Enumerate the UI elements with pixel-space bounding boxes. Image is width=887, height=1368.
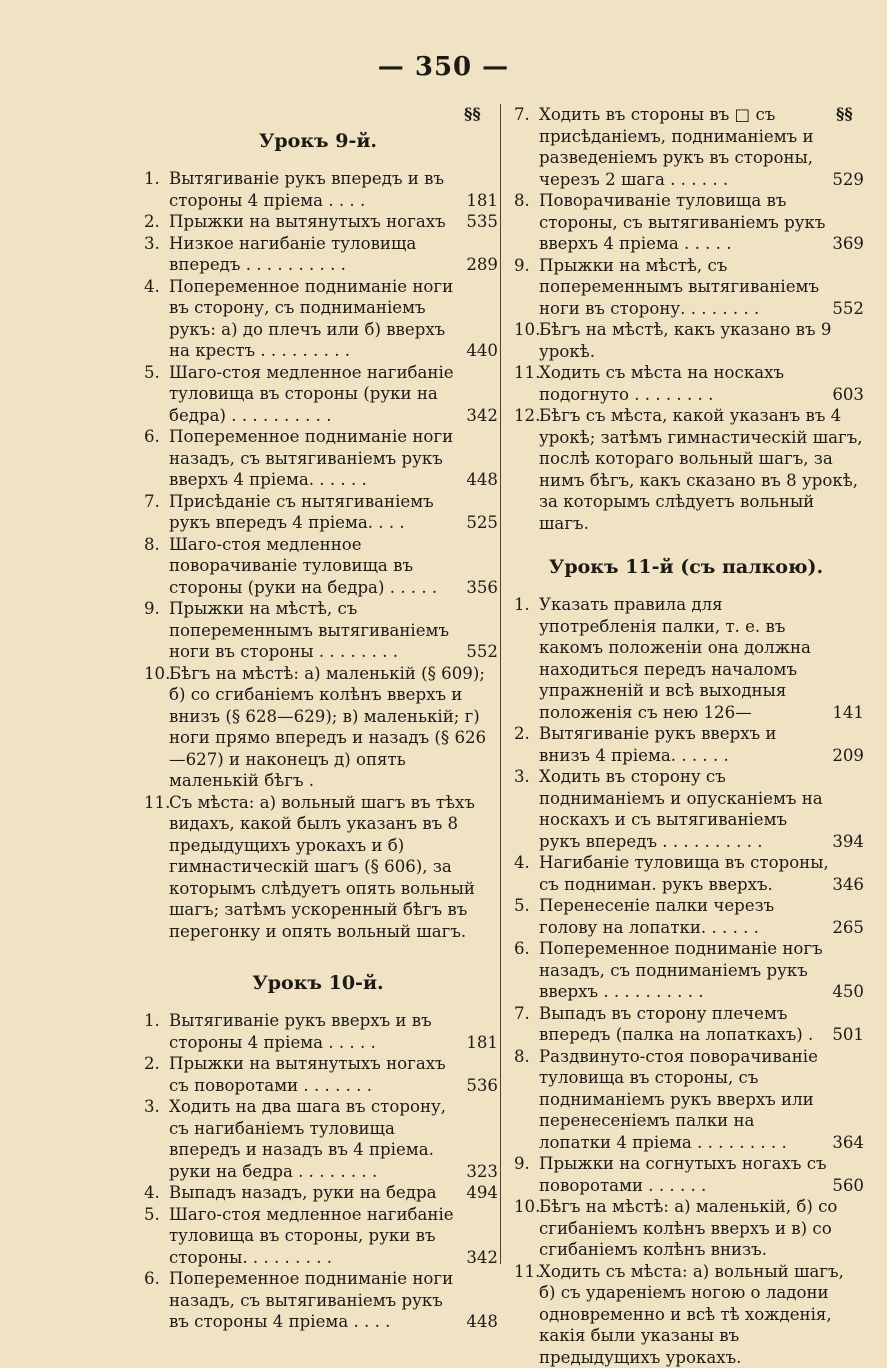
list-item: [138, 168, 498, 211]
item-number: 11.: [144, 792, 170, 814]
item-number: 9.: [514, 1153, 530, 1175]
item-text: Ходить съ мѣста: а) вольный шагъ, б) съ удареніемъ ногою о ладони одновременно и всѣ тѣ хожденія, какія были указаны въ предыдущихъ урокахъ.: [539, 1262, 844, 1367]
right-column: [508, 104, 864, 1368]
item-text: Вытягиваніе рукъ вверхъ и въ стороны 4 пріема . . . . .: [169, 1011, 432, 1052]
item-number: 3.: [514, 766, 530, 788]
section-reference: 501: [830, 1024, 864, 1046]
section-reference: 141: [830, 702, 864, 724]
list-item: [138, 1182, 498, 1204]
list-item: [138, 276, 498, 362]
lesson-9-title: Урокъ 9-й.: [138, 128, 498, 154]
item-text: Попеременное подниманіе ноги въ сторону, съ подниманіемъ рукъ: а) до плечъ или б) вверхъ на крестъ . . . . . . . . .: [169, 277, 453, 361]
item-text: Ходить въ сторону съ подниманіемъ и опусканіемъ на носкахъ и съ вытягиваніемъ рукъ впередъ . . . . . . . . . .: [539, 767, 823, 851]
list-item: [508, 319, 864, 362]
section-reference: 369: [830, 233, 864, 255]
lesson-11-title: Урокъ 11-й (съ палкою).: [508, 554, 864, 580]
section-reference: 525: [464, 512, 498, 534]
list-item: [138, 491, 498, 534]
list-item: [508, 362, 864, 405]
lesson-9-list: [138, 168, 498, 942]
section-reference: 552: [464, 641, 498, 663]
list-item: [138, 211, 498, 233]
section-mark-left: §§: [464, 104, 481, 124]
list-item: [138, 362, 498, 427]
item-number: 3.: [144, 1096, 160, 1118]
section-reference: 289: [464, 254, 498, 276]
item-text: Ходить на два шага въ сторону, съ нагибаніемъ туловища впередъ и назадъ въ 4 пріема. руки на бедра . . . . . . . .: [169, 1097, 446, 1181]
item-number: 8.: [514, 190, 530, 212]
item-text: Прыжки на согнутыхъ ногахъ съ поворотами . . . . . .: [539, 1154, 827, 1195]
list-item: [138, 1204, 498, 1269]
item-text: Выпадъ назадъ, руки на бедра: [169, 1183, 437, 1202]
list-item: [508, 594, 864, 723]
item-text: Бѣгъ на мѣстѣ: а) маленькій (§ 609); б) со сгибаніемъ колѣнъ вверхъ и внизъ (§ 628—629); в) маленькій; г) ноги прямо впередъ и назадъ (§ 626—627) и наконецъ д) опять маленькій бѣгъ .: [169, 664, 486, 791]
list-item: [508, 1261, 864, 1368]
list-item: [138, 598, 498, 663]
item-text: Прыжки на вытянутыхъ ногахъ: [169, 212, 446, 231]
item-number: 7.: [144, 491, 160, 513]
item-text: Ходить въ стороны въ □ съ присѣданіемъ, подниманіемъ и разведеніемъ рукъ въ стороны, черезъ 2 шага . . . . . .: [539, 105, 814, 189]
item-text: Вытягиваніе рукъ впередъ и въ стороны 4 пріема . . . .: [169, 169, 444, 210]
item-text: Прыжки на мѣстѣ, съ попеременнымъ вытягиваніемъ ноги въ стороны . . . . . . . .: [169, 599, 449, 661]
item-number: 6.: [514, 938, 530, 960]
item-number: 3.: [144, 233, 160, 255]
list-item: [508, 1003, 864, 1046]
item-text: Шаго-стоя медленное нагибаніе туловища въ стороны (руки на бедра) . . . . . . . . . .: [169, 363, 454, 425]
list-item: [138, 663, 498, 792]
item-number: 9.: [514, 255, 530, 277]
item-text: Указать правила для употребленія палки, т. е. въ какомъ положеніи она должна находиться передъ началомъ упражненій и всѣ выходныя положенія съ нею 126—: [539, 595, 811, 722]
item-text: Нагибаніе туловища въ стороны, съ подниман. рукъ вверхъ.: [539, 853, 829, 894]
list-item: [138, 1096, 498, 1182]
section-reference: 181: [464, 190, 498, 212]
item-text: Бѣгъ съ мѣста, какой указанъ въ 4 урокѣ; затѣмъ гимнастическій шагъ, послѣ котораго вольный шагъ, за нимъ бѣгъ, какъ сказано въ 8 урокѣ, за которымъ слѣдуетъ вольный шагъ.: [539, 406, 863, 533]
list-item: [508, 938, 864, 1003]
list-item: [138, 534, 498, 599]
item-number: 2.: [514, 723, 530, 745]
section-reference: 342: [464, 405, 498, 427]
section-reference: 603: [830, 384, 864, 406]
item-number: 5.: [514, 895, 530, 917]
item-number: 1.: [514, 594, 530, 616]
item-text: Прыжки на мѣстѣ, съ попеременнымъ вытягиваніемъ ноги въ сторону. . . . . . . .: [539, 256, 819, 318]
list-item: [138, 426, 498, 491]
section-reference: 536: [464, 1075, 498, 1097]
section-reference: 323: [464, 1161, 498, 1183]
item-number: 10.: [514, 319, 540, 341]
left-column: [138, 104, 498, 1333]
item-text: Перенесеніе палки черезъ голову на лопатки. . . . . .: [539, 896, 774, 937]
item-number: 12.: [514, 405, 540, 427]
list-item: [138, 233, 498, 276]
item-text: Низкое нагибаніе туловища впередъ . . . . . . . . . .: [169, 234, 416, 275]
item-number: 2.: [144, 1053, 160, 1075]
lesson-10-title: Урокъ 10-й.: [138, 970, 498, 996]
section-reference: 181: [464, 1032, 498, 1054]
item-number: 8.: [144, 534, 160, 556]
item-number: 5.: [144, 1204, 160, 1226]
section-reference: 450: [830, 981, 864, 1003]
item-text: Попеременное подниманіе ноги назадъ, съ вытягиваніемъ рукъ вверхъ 4 пріема. . . . . .: [169, 427, 453, 489]
section-reference: 440: [464, 340, 498, 362]
item-number: 11.: [514, 362, 540, 384]
item-text: Раздвинуто-стоя поворачиваніе туловища въ стороны, съ подниманіемъ рукъ вверхъ или перенесеніемъ палки на лопатки 4 пріема . . . . . . . . .: [539, 1047, 818, 1152]
item-number: 9.: [144, 598, 160, 620]
section-reference: 346: [830, 874, 864, 896]
list-item: [508, 723, 864, 766]
item-text: Вытягиваніе рукъ вверхъ и внизъ 4 пріема. . . . . .: [539, 724, 776, 765]
item-number: 7.: [514, 104, 530, 126]
item-text: Бѣгъ на мѣстѣ: а) маленькій, б) со сгибаніемъ колѣнъ вверхъ и в) со сгибаніемъ колѣнъ внизъ.: [539, 1197, 837, 1259]
item-text: Ходить съ мѣста на носкахъ подогнуто . . . . . . . .: [539, 363, 784, 404]
item-number: 7.: [514, 1003, 530, 1025]
item-number: 10.: [514, 1196, 540, 1218]
item-number: 2.: [144, 211, 160, 233]
section-reference: 265: [830, 917, 864, 939]
item-text: Присѣданіе съ нытягиваніемъ рукъ впередъ 4 пріема. . . .: [169, 492, 434, 533]
section-reference: 448: [464, 1311, 498, 1333]
item-text: Попеременное подниманіе ноги назадъ, съ вытягиваніемъ рукъ въ стороны 4 пріема . . . .: [169, 1269, 453, 1331]
list-item: [508, 1153, 864, 1196]
item-number: 4.: [144, 276, 160, 298]
section-reference: 364: [830, 1132, 864, 1154]
lesson-10-list: [138, 1010, 498, 1333]
item-text: Бѣгъ на мѣстѣ, какъ указано въ 9 урокѣ.: [539, 320, 831, 361]
column-divider: [500, 104, 501, 1264]
section-reference: 448: [464, 469, 498, 491]
section-reference: 529: [830, 169, 864, 191]
list-item: [508, 190, 864, 255]
list-item: [138, 1010, 498, 1053]
item-number: 4.: [514, 852, 530, 874]
item-text: Шаго-стоя медленное нагибаніе туловища въ стороны, руки въ стороны. . . . . . . . .: [169, 1205, 454, 1267]
item-number: 6.: [144, 1268, 160, 1290]
list-item: [508, 1196, 864, 1261]
item-number: 10.: [144, 663, 170, 685]
item-number: 6.: [144, 426, 160, 448]
section-reference: 356: [464, 577, 498, 599]
item-text: Шаго-стоя медленное поворачиваніе туловища въ стороны (руки на бедра) . . . . .: [169, 535, 437, 597]
list-item: [138, 1053, 498, 1096]
item-number: 4.: [144, 1182, 160, 1204]
item-number: 11.: [514, 1261, 540, 1283]
list-item: [508, 405, 864, 534]
list-item: [508, 766, 864, 852]
item-number: 1.: [144, 168, 160, 190]
section-reference: 394: [830, 831, 864, 853]
list-item: [508, 1046, 864, 1154]
list-item: [508, 895, 864, 938]
item-text: Поворачиваніе туловища въ стороны, съ вытягиваніемъ рукъ вверхъ 4 пріема . . . . .: [539, 191, 825, 253]
section-reference: 535: [464, 211, 498, 233]
item-text: Съ мѣста: а) вольный шагъ въ тѣхъ видахъ, какой былъ указанъ въ 8 предыдущихъ урокахъ и б) гимнастическій шагъ (§ 606), за которымъ слѣдуетъ опять вольный шагъ; затѣмъ ускоренный бѣгъ въ перегонку и опять вольный шагъ.: [169, 793, 475, 941]
section-reference: 560: [830, 1175, 864, 1197]
item-number: 5.: [144, 362, 160, 384]
section-reference: 552: [830, 298, 864, 320]
section-reference: 209: [830, 745, 864, 767]
section-reference: 494: [464, 1182, 498, 1204]
lesson-11-list: [508, 594, 864, 1368]
list-item: [138, 792, 498, 943]
list-item: [508, 104, 864, 190]
item-text: Прыжки на вытянутыхъ ногахъ съ поворотами . . . . . . .: [169, 1054, 446, 1095]
item-number: 1.: [144, 1010, 160, 1032]
page-number: — 350 —: [0, 52, 887, 82]
item-number: 8.: [514, 1046, 530, 1068]
list-item: [508, 255, 864, 320]
lesson-9-continued-list: [508, 104, 864, 534]
list-item: [138, 1268, 498, 1333]
section-mark-right: §§: [836, 104, 853, 124]
section-reference: 342: [464, 1247, 498, 1269]
list-item: [508, 852, 864, 895]
item-text: Выпадъ въ сторону плечемъ впередъ (палка на лопаткахъ) .: [539, 1004, 813, 1045]
item-text: Попеременное подниманіе ногъ назадъ, съ подниманіемъ рукъ вверхъ . . . . . . . . . .: [539, 939, 823, 1001]
